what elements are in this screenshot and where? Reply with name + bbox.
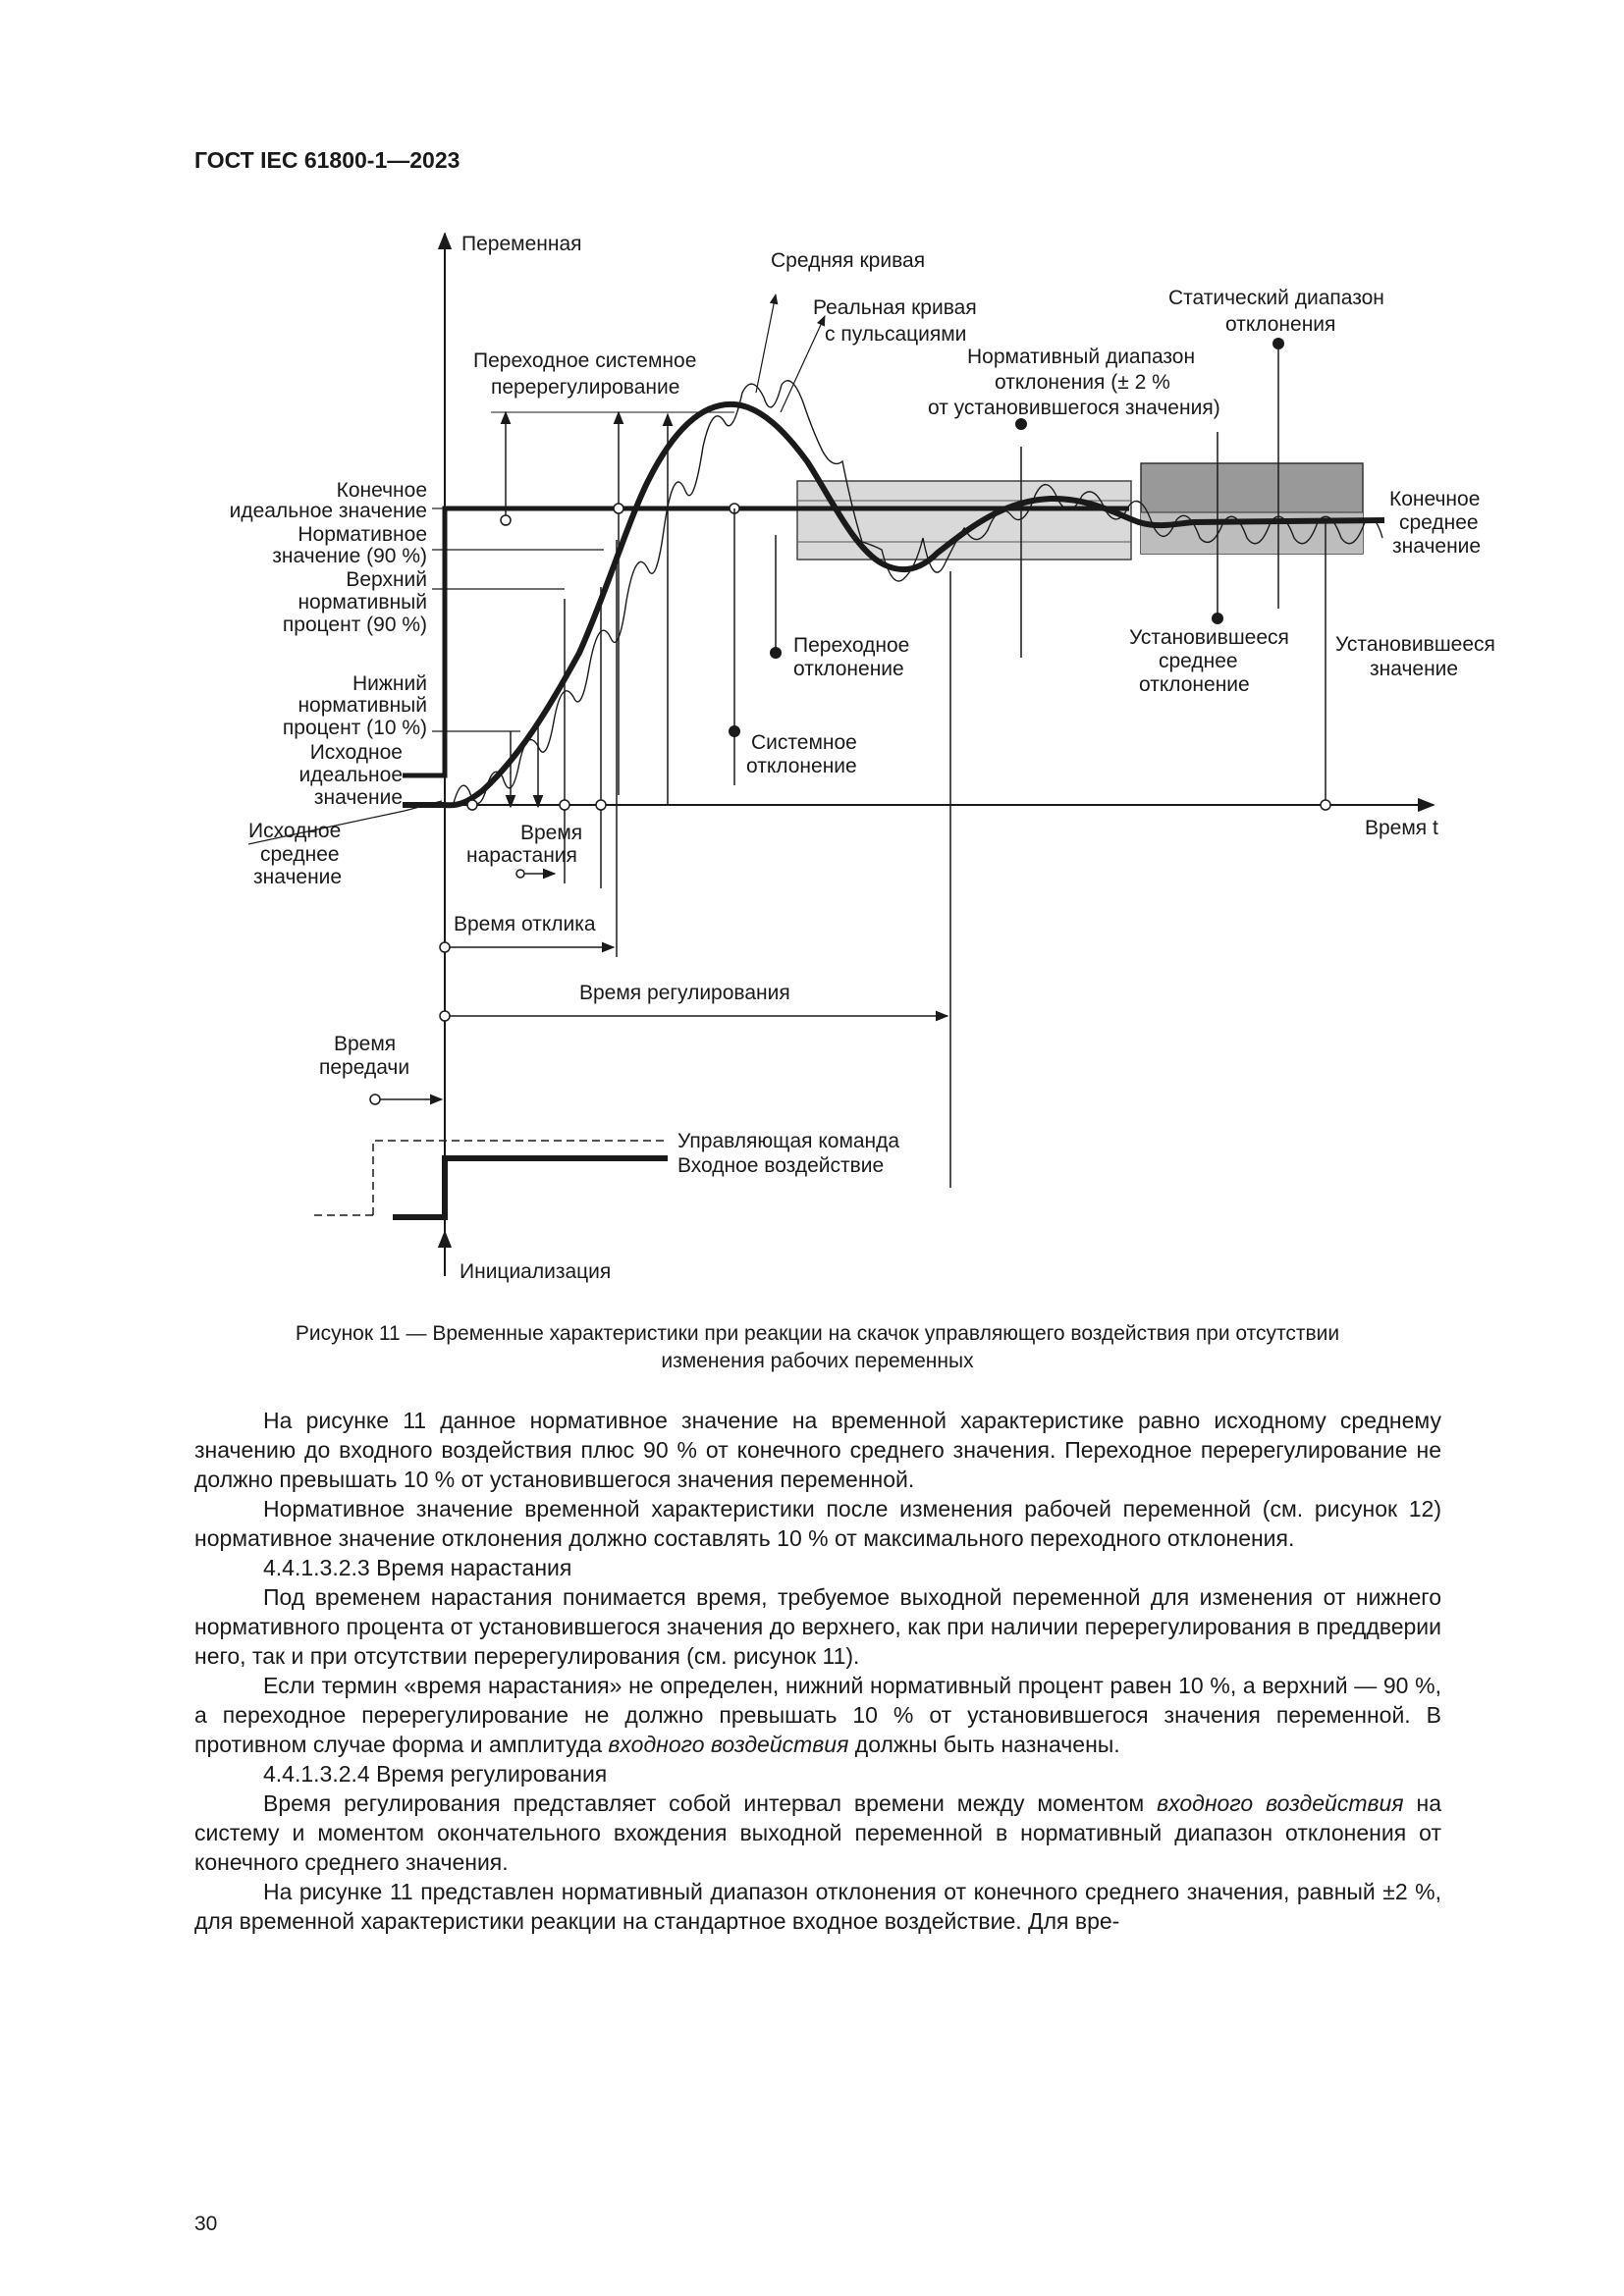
svg-text:перерегулирование: перерегулирование [491,376,680,399]
svg-text:нормативный: нормативный [298,591,427,614]
svg-text:Статический диапазон: Статический диапазон [1168,287,1384,309]
svg-text:отклонение: отклонение [746,755,857,777]
svg-text:процент (90 %): процент (90 %) [282,614,427,636]
svg-text:отклонение: отклонение [1139,673,1250,696]
caption-line-2: изменения рабочих переменных [661,1350,974,1372]
svg-text:отклонения (± 2 %: отклонения (± 2 % [995,371,1170,394]
svg-text:идеальное значение: идеальное значение [229,500,427,522]
svg-text:Время: Время [520,822,583,844]
svg-text:нормативный: нормативный [298,694,427,717]
svg-text:Системное: Системное [751,731,857,754]
svg-text:отклонение: отклонение [793,658,904,680]
svg-text:Установившееся: Установившееся [1129,626,1289,649]
svg-text:Конечное: Конечное [336,479,427,502]
svg-text:Время регулирования: Время регулирования [579,982,790,1004]
svg-text:значение: значение [1370,658,1459,680]
svg-text:значение (90 %): значение (90 %) [272,545,427,567]
svg-text:идеальное: идеальное [298,764,403,786]
svg-text:Нижний: Нижний [352,672,427,695]
x-axis-label: Время t [1365,817,1438,839]
y-axis-label: Переменная [461,233,582,255]
paragraph: На рисунке 11 данное нормативное значение на временной характеристике равно исходному среднему значению до входного воздействия плюс 90 % от конечного среднего значения. Переходное перерегулирование не должно превышать 10 % от установившегося значения переменной. [194,1408,1441,1492]
paragraph: Под временем нарастания понимается время, требуемое выходной переменной для изменения от нижнего нормативного процента от установившегося значения до верхнего, как при наличии перерегулирования в преддверии него, так и при отсутствии перерегулирования (см. рисунок 11). [194,1584,1441,1669]
svg-text:передачи: передачи [319,1056,410,1079]
svg-text:от установившегося значения): от установившегося значения) [928,397,1220,419]
svg-text:Установившееся: Установившееся [1335,633,1495,656]
svg-text:Управляющая команда: Управляющая команда [677,1130,900,1152]
svg-text:Нормативное: Нормативное [298,523,427,546]
paragraph: На рисунке 11 представлен нормативный диапазон отклонения от конечного среднего значения, равный ±2 %, для временной характеристики реакции на стандартное входное воздействие. Для вре- [194,1879,1441,1934]
caption-line-1: Рисунок 11 — Временные характеристики при реакции на скачок управляющего воздействия при отсутствии [295,1322,1340,1345]
svg-text:Верхний: Верхний [346,568,427,591]
svg-text:с пульсациями: с пульсациями [825,323,967,346]
svg-text:Исходное: Исходное [309,741,403,764]
paragraph: Если термин «время нарастания» не определен, нижний нормативный процент равен 10 %, а верхний — 90 %, а переходное перерегулирование не должно превышать 10 % от установившегося значения переменной. В противном случае форма и амплитуда входного воздействия должны быть назначены. [194,1673,1441,1757]
section-heading: 4.4.1.3.2.3 Время нарастания [263,1555,572,1580]
paragraph: Нормативное значение временной характеристики после изменения рабочей переменной (см. рисунок 12) нормативное значение отклонения должно составлять 10 % от максимального переходного отклонения. [194,1496,1441,1551]
svg-text:значение: значение [313,786,403,809]
document-header: ГОСТ IEC 61800-1—2023 [194,147,460,173]
svg-text:значение: значение [253,866,343,888]
svg-text:среднее: среднее [260,843,340,866]
svg-text:Время: Время [334,1033,397,1055]
real-curve-with-ripple [454,381,1382,804]
body-text [194,1406,1441,1936]
normative-deviation-band [797,481,1131,560]
svg-text:Входное воздействие: Входное воздействие [677,1154,885,1177]
svg-text:Переходное: Переходное [793,634,910,657]
figure-caption [196,1320,1438,1375]
svg-text:среднее: среднее [1399,511,1479,534]
input-action-step [393,1158,668,1217]
section-heading: 4.4.1.3.2.4 Время регулирования [263,1761,608,1787]
page-number: 30 [194,2213,218,2235]
paragraph: Время регулирования представляет собой интервал времени между моментом входного воздействия на систему и моментом окончательного вхождения выходной переменной в нормативный диапазон отклонения от конечного среднего значения. [194,1790,1441,1875]
svg-text:Переходное системное: Переходное системное [473,349,697,372]
svg-text:нарастания: нарастания [466,844,577,867]
svg-text:Средняя кривая: Средняя кривая [771,249,926,272]
svg-text:Нормативный диапазон: Нормативный диапазон [967,346,1196,368]
svg-text:среднее: среднее [1159,650,1238,672]
svg-text:отклонения: отклонения [1225,313,1336,336]
svg-text:Конечное: Конечное [1389,488,1481,510]
svg-text:значение: значение [1392,535,1482,558]
svg-text:Реальная кривая: Реальная кривая [813,296,977,319]
svg-text:Исходное: Исходное [248,820,342,842]
svg-text:Время отклика: Время отклика [454,913,596,935]
svg-text:процент (10 %): процент (10 %) [282,717,427,739]
svg-text:Инициализация: Инициализация [460,1260,612,1283]
